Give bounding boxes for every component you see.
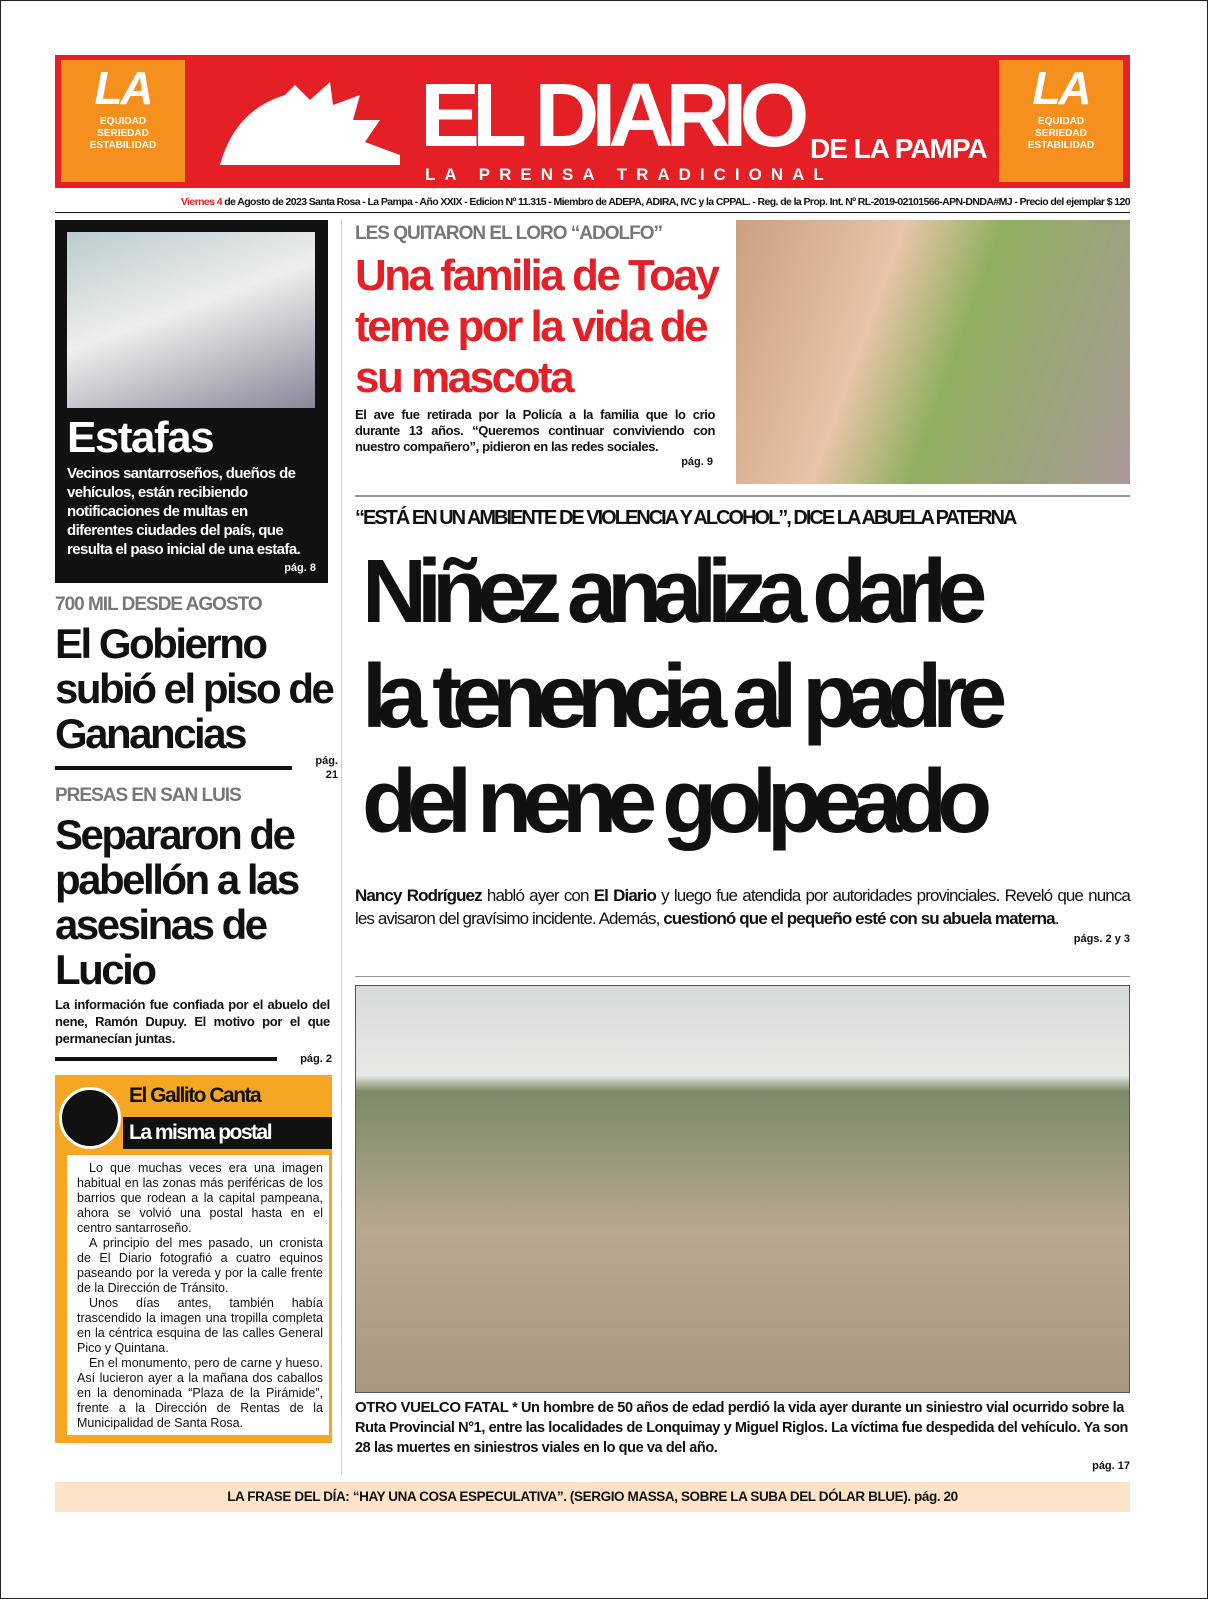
main-lead: Nancy Rodríguez habló ayer con El Diario y luego fue atendida por autoridades provinciales. Reveló que nunca les avisaron del gravísimo incidente. Además, cuestionó que el pequeño esté con su abuela materna. bbox=[355, 886, 1130, 928]
slogan: LA PRENSA TRADICIONAL bbox=[425, 165, 833, 184]
newspaper-subtitle: DE LA PAMPA bbox=[810, 133, 987, 164]
loro-headline[interactable]: Una familia de Toay teme por la vida de su mascota bbox=[355, 251, 718, 402]
masthead bbox=[55, 55, 1130, 188]
badge-right: LA EQUIDAD SERIEDAD ESTABILIDAD bbox=[999, 60, 1123, 182]
car-crash-photo bbox=[355, 985, 1130, 1393]
main-headline[interactable]: Niñez analiza darle la tenencia al padre del nene golpeado bbox=[362, 542, 998, 852]
sun-logo-icon bbox=[215, 80, 405, 170]
gallito-text: Lo que muchas veces era una imagen habitual en las zonas más periféricas de los barrios que rodean a la capital pampeana, ahora se volvió una postal hasta en el centro santarroseño. A principio del mes pasado, un cronista de El Diario fotografió a cuatro equinos paseando por la vereda y por la calle frente de la Dirección de Tránsito. Unos días antes, también había trascendido la imagen una tropilla completa en la céntrica esquina de las calles General Pico y Quintana. En el monumento, pero de carne y hueso. Así lucieron ayer a la mañana dos caballos en la denominada “Plaza de la Pirámide”, frente a la Dirección de Rentas de la Municipalidad de Santa Rosa. bbox=[67, 1155, 329, 1435]
left-column: Estafas Vecinos santarroseños, dueños de vehículos, están recibiendo notificaciones de multas en diferentes ciudades del país, que resulta el paso inicial de una estafa. pág. 8 700 MIL DESDE AGOSTO El Gobierno subió el piso de Ganancias pág. 21 PRESAS EN SAN LUIS Separaron de pabellón a las asesinas de Lucio La información fue confiada por el abuelo del nene, Ramón Dupuy. El motivo por el que permanecían juntas. pág. 2 El Gallito Canta La misma postal Lo que muchas veces era una imagen habitual en las zonas más periféricas de los barrios que rodean a la capital pampeana, ahora se volvió una postal hasta en el centro santarroseño. A principio del mes pasado, un cronista de El Diario fotografió a cuatro equinos paseando por la vereda y por la calle frente de la Dirección de Tránsito. Unos días antes, también había trascendido la imagen una tropilla completa en la céntrica esquina de las calles General Pico y Quintana. En el monumento, pero de carne y hueso. Así lucieron ayer a la mañana dos caballos en la denominada “Plaza de la Pirámide”, frente a la Dirección de Rentas de la Municipalidad de Santa Rosa. bbox=[55, 220, 338, 1443]
divider bbox=[55, 1057, 277, 1061]
divider bbox=[55, 766, 292, 770]
frase-del-dia: LA FRASE DEL DÍA: “HAY UNA COSA ESPECULATIVA”. (SERGIO MASSA, SOBRE LA SUBA DEL DÓLAR BLUE). pág. 20 bbox=[55, 1482, 1130, 1512]
gallito-box: El Gallito Canta La misma postal Lo que muchas veces era una imagen habitual en las zonas más periféricas de los barrios que rodean a la capital pampeana, ahora se volvió una postal hasta en el centro santarroseño. A principio del mes pasado, un cronista de El Diario fotografió a cuatro equinos paseando por la vereda y por la calle frente de la Dirección de Tránsito. Unos días antes, también había trascendido la imagen una tropilla completa en la céntrica esquina de las calles General Pico y Quintana. En el monumento, pero de carne y hueso. Así lucieron ayer a la mañana dos caballos en la denominada “Plaza de la Pirámide”, frente a la Dirección de Rentas de la Municipalidad de Santa Rosa. bbox=[55, 1075, 332, 1443]
dateline: Viernes 4 de Agosto de 2023 Santa Rosa - La Pampa - Año XXIX - Edicion Nº 11.315 - Miembro de ADEPA, ADIRA, IVC y la CPPAL. - Reg. de la Prop. Int. Nº RL-2019-02101566-APN-DNDA#MJ - Precio del ejemplar $ 120 bbox=[180, 196, 1130, 208]
badge-left: LA EQUIDAD SERIEDAD ESTABILIDAD bbox=[61, 60, 185, 182]
parrot-photo bbox=[736, 220, 1130, 484]
vuelco-caption: OTRO VUELCO FATAL * Un hombre de 50 años de edad perdió la vida ayer durante un siniestro vial ocurrido sobre la Ruta Provincial N°1, entre las localidades de Lonquimay y Miguel Riglos. La víctima fue despedida del vehículo. Ya son 28 las muertes en siniestros viales en lo que va del año. bbox=[355, 1399, 1128, 1456]
estafas-photo bbox=[67, 232, 315, 408]
divider bbox=[55, 212, 1130, 213]
vuelco-block: OTRO VUELCO FATAL * Un hombre de 50 años de edad perdió la vida ayer durante un siniestro vial ocurrido sobre la Ruta Provincial N°1, entre las localidades de Lonquimay y Miguel Riglos. La víctima fue despedida del vehículo. Ya son 28 las muertes en siniestros viales en lo que va del año. pág. 17 bbox=[355, 1399, 1130, 1472]
main-kicker: “ESTÁ EN UN AMBIENTE DE VIOLENCIA Y ALCOHOL”, DICE LA ABUELA PATERNA bbox=[355, 507, 1016, 529]
ganancias-headline[interactable]: El Gobierno subió el piso de Ganancias bbox=[55, 620, 333, 757]
main-lead-block: Nancy Rodríguez habló ayer con El Diario y luego fue atendida por autoridades provinciales. Reveló que nunca les avisaron del gravísimo incidente. Además, cuestionó que el pequeño esté con su abuela materna. págs. 2 y 3 bbox=[355, 886, 1130, 945]
loro-story: Una familia de Toay teme por la vida de su mascota El ave fue retirada por la Policía a la familia que lo crio durante 13 años. “Queremos continuar conviviendo con nuestro compañero”, pidieron en las redes sociales. pág. 9 bbox=[355, 250, 725, 469]
rooster-icon bbox=[59, 1087, 121, 1149]
sanluis-headline[interactable]: Separaron de pabellón a las asesinas de Lucio bbox=[55, 811, 298, 993]
estafas-headline[interactable]: Estafas bbox=[67, 413, 214, 462]
estafas-box: Estafas Vecinos santarroseños, dueños de vehículos, están recibiendo notificaciones de multas en diferentes ciudades del país, que resulta el paso inicial de una estafa. pág. 8 bbox=[55, 220, 328, 583]
newspaper-title: EL DIARIO bbox=[420, 66, 802, 166]
